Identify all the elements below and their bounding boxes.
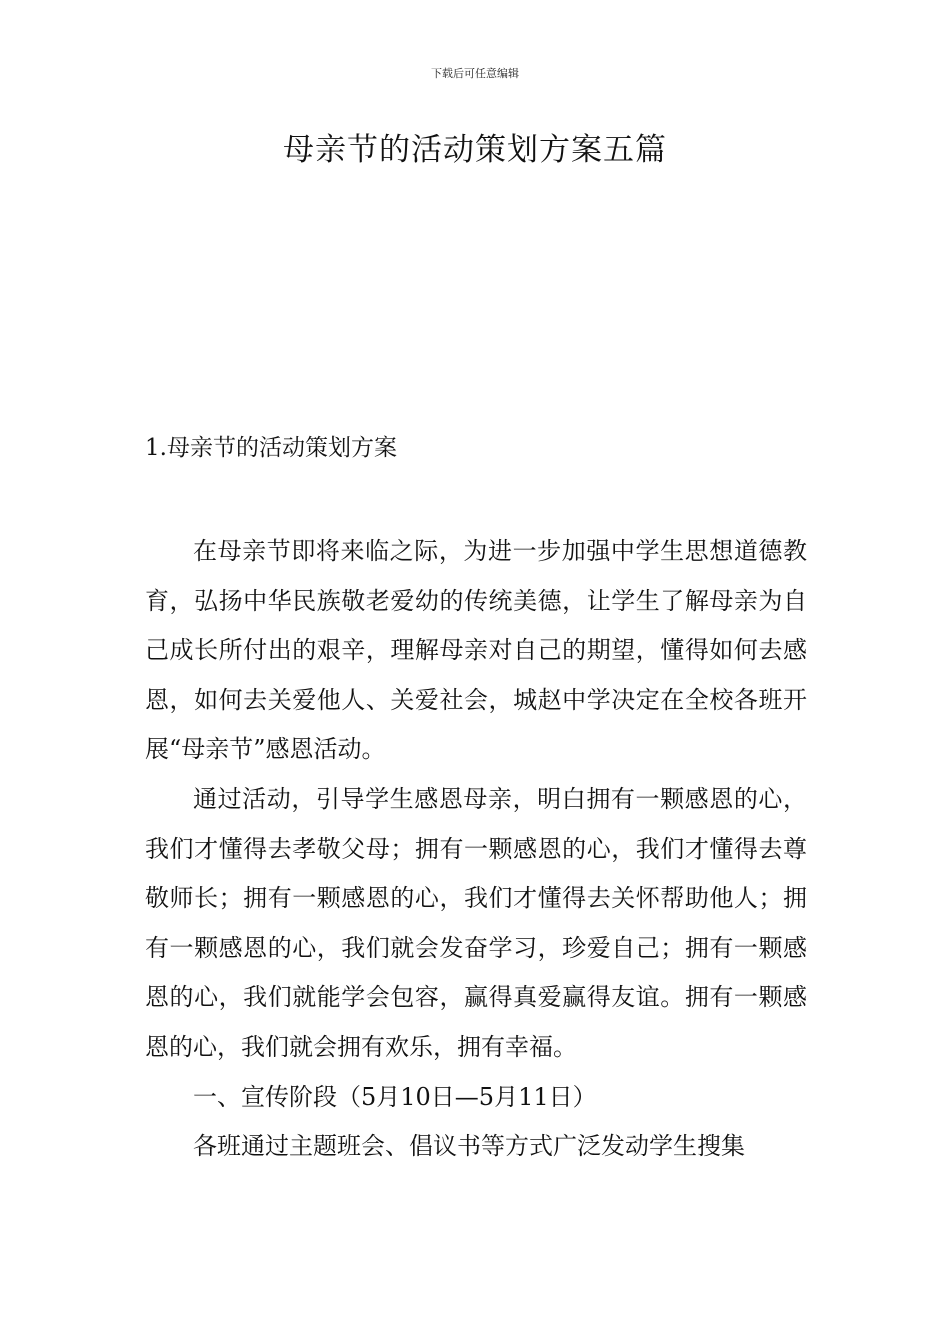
section-heading: 1.母亲节的活动策划方案 — [145, 435, 397, 461]
document-title: 母亲节的活动策划方案五篇 — [283, 132, 667, 168]
header-note: 下载后可任意编辑 — [431, 67, 519, 80]
paragraph-stage-detail: 各班通过主题班会、倡议书等方式广泛发动学生搜集 — [193, 1132, 745, 1161]
document-body — [145, 527, 807, 1172]
paragraph-stage-heading: 一、宣传阶段（5月10日—5月11日） — [193, 1082, 597, 1111]
paragraph-purpose: 通过活动，引导学生感恩母亲，明白拥有一颗感恩的心，我们才懂得去孝敬父母；拥有一颗感恩的心，我们才懂得去尊敬师长；拥有一颗感恩的心，我们才懂得去关怀帮助他人；拥有一颗感恩的心，我们就会发奋学习，珍爱自己；拥有一颗感恩的心，我们就能学会包容，赢得真爱赢得友谊。拥有一颗感恩的心，我们就会拥有欢乐，拥有幸福。 — [145, 784, 807, 1061]
paragraph-intro: 在母亲节即将来临之际，为进一步加强中学生思想道德教育，弘扬中华民族敬老爱幼的传统美德，让学生了解母亲为自己成长所付出的艰辛，理解母亲对自己的期望，懂得如何去感恩，如何去关爱他人、关爱社会，城赵中学决定在全校各班开展“母亲节”感恩活动。 — [145, 537, 807, 764]
